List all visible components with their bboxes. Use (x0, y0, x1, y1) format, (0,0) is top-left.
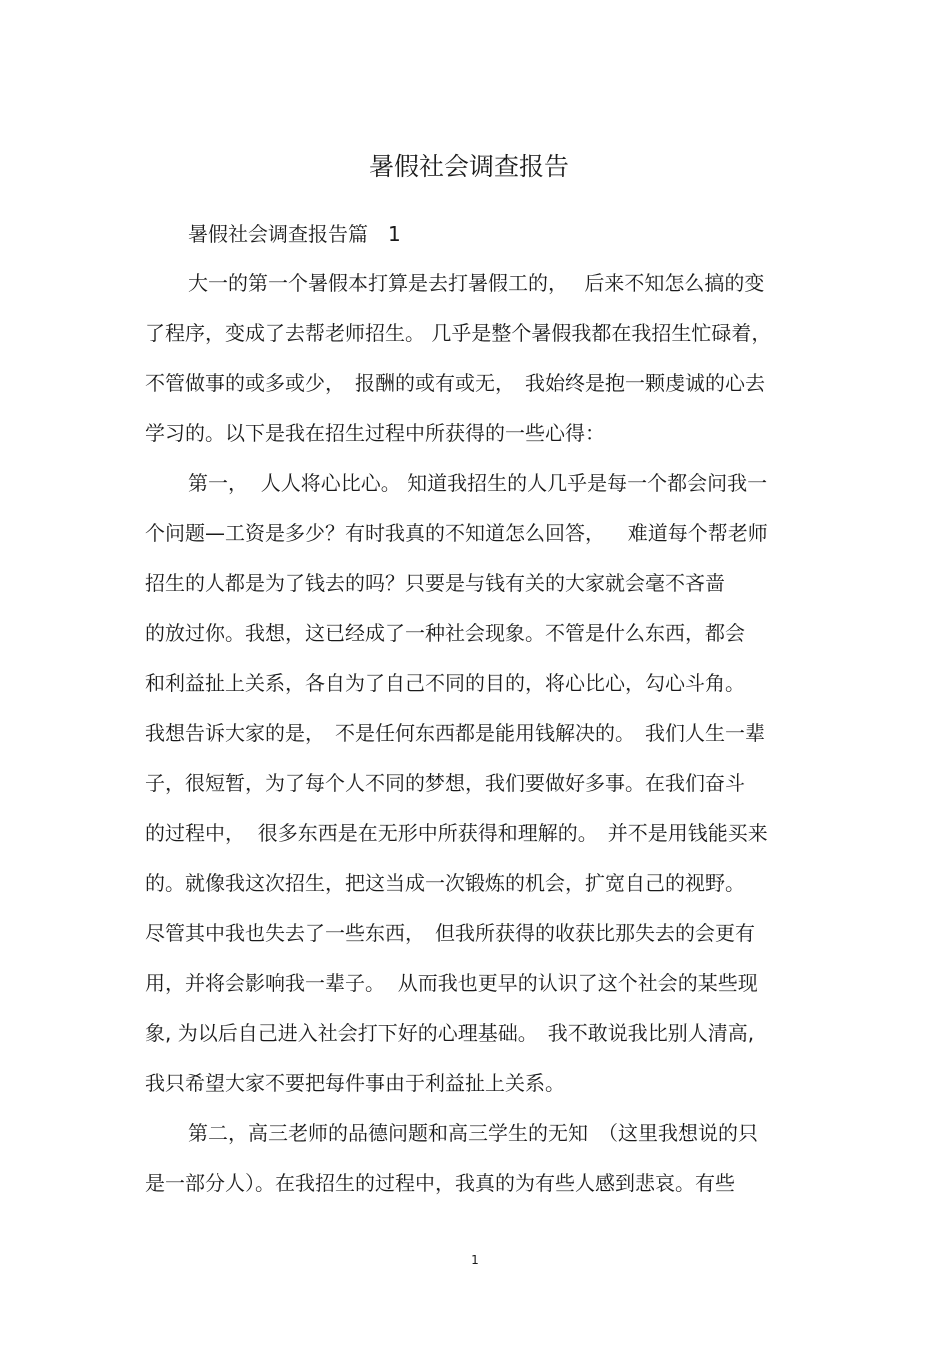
paragraph-line: 的放过你。我想，这已经成了一种社会现象。不管是什么东西，都会 (145, 621, 745, 645)
document-title: 暑假社会调查报告 (368, 152, 569, 181)
paragraph-line: 用，并将会影响我一辈子。 从而我也更早的认识了这个社会的某些现 (145, 971, 758, 995)
paragraph-line: 个问题—工资是多少？有时我真的不知道怎么回答， 难道每个帮老师 (145, 521, 768, 545)
paragraph-line: 我想告诉大家的是， 不是任何东西都是能用钱解决的。 我们人生一辈 (145, 721, 765, 745)
paragraph-line: 学习的。以下是我在招生过程中所获得的一些心得： (145, 421, 605, 445)
paragraph-line: 的过程中， 很多东西是在无形中所获得和理解的。 并不是用钱能买来 (145, 821, 768, 845)
paragraph-line: 第一， 人人将心比心。 知道我招生的人几乎是每一个都会问我一 (188, 471, 768, 495)
paragraph-line: 了程序，变成了去帮老师招生。 几乎是整个暑假我都在我招生忙碌着， (145, 321, 772, 345)
paragraph-line: 和利益扯上关系，各自为了自己不同的目的，将心比心，勾心斗角。 (145, 671, 745, 695)
paragraph-line: 不管做事的或多或少， 报酬的或有或无， 我始终是抱一颗虔诚的心去 (145, 371, 765, 395)
paragraph-line: 的。就像我这次招生，把这当成一次锻炼的机会，扩宽自己的视野。 (145, 871, 745, 895)
paragraph-line: 子，很短暂，为了每个人不同的梦想，我们要做好多事。在我们奋斗 (145, 771, 745, 795)
paragraph-line: 招生的人都是为了钱去的吗？只要是与钱有关的大家就会毫不吝啬 (145, 571, 725, 595)
paragraph-line: 尽管其中我也失去了一些东西， 但我所获得的收获比那失去的会更有 (145, 921, 755, 945)
paragraph-line: 是一部分人）。在我招生的过程中，我真的为有些人感到悲哀。有些 (145, 1171, 735, 1195)
paragraph-line: 象, 为以后自己进入社会打下好的心理基础。 我不敢说我比别人清高, (145, 1021, 755, 1045)
paragraph-line: 我只希望大家不要把每件事由于利益扯上关系。 (145, 1071, 565, 1095)
paragraph-line: 第二，高三老师的品德问题和高三学生的无知 （这里我想说的只 (188, 1121, 758, 1145)
section-heading: 暑假社会调查报告篇 1 (188, 222, 401, 246)
page-number: 1 (471, 1253, 479, 1267)
paragraph-line: 大一的第一个暑假本打算是去打暑假工的， 后来不知怎么搞的变 (188, 271, 765, 295)
